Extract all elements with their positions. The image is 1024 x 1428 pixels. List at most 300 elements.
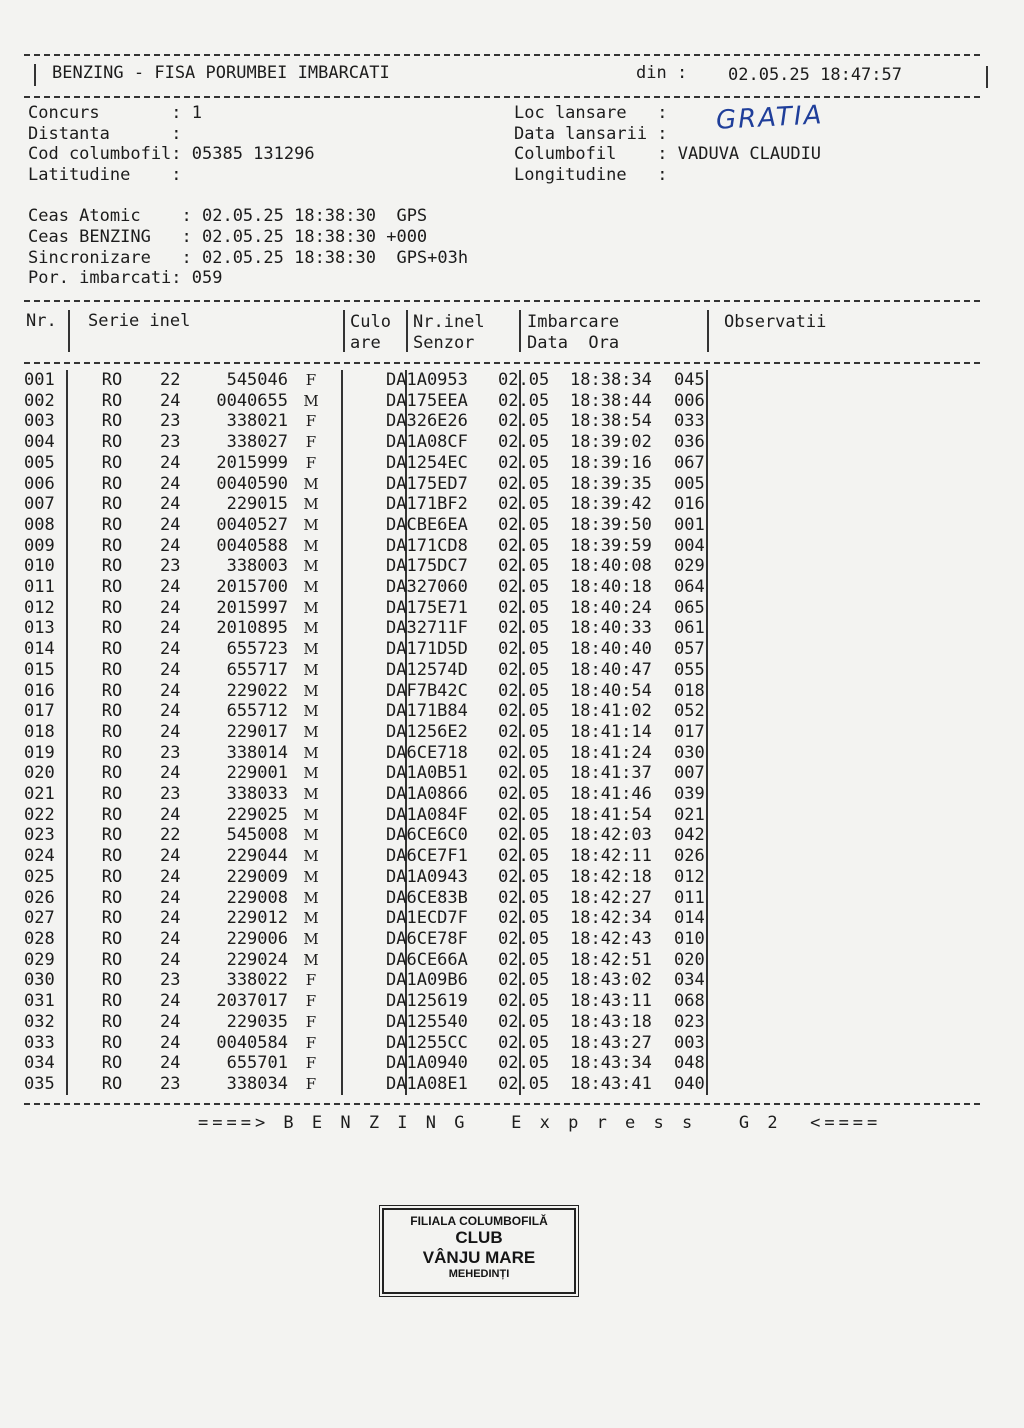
sex: M	[303, 619, 319, 638]
table-row	[24, 1053, 734, 1074]
ring-year: 23	[160, 556, 181, 577]
table-row	[24, 536, 734, 557]
boarding-time: 18:42:34	[570, 908, 652, 929]
ring-number: 545046	[226, 370, 288, 390]
row-nr: 007	[24, 494, 55, 515]
observation: 012	[674, 866, 705, 887]
data-lansarii-line: Data lansarii :	[514, 124, 668, 144]
col-divider	[343, 310, 345, 352]
boarding-time: 18:40:33	[570, 618, 652, 639]
table-row	[24, 494, 734, 515]
ring-year: 24	[160, 473, 181, 494]
ring-year: 24	[160, 846, 181, 867]
ring-year: 24	[160, 514, 181, 535]
ring-year: 24	[160, 928, 181, 949]
sex: M	[303, 785, 319, 804]
sex: F	[305, 433, 317, 452]
ring-number: 229012	[226, 908, 288, 929]
handwritten-loc-lansare: GRATIA	[715, 100, 825, 136]
ring-number: 2037017	[216, 991, 288, 1012]
sensor-id: DA1A0866	[386, 784, 468, 805]
sex: F	[305, 453, 317, 472]
culoare-cell	[326, 432, 386, 453]
sex: M	[303, 722, 319, 741]
sex: M	[303, 764, 319, 783]
table-row	[24, 991, 734, 1012]
sex: M	[303, 867, 319, 886]
ring-country: RO	[101, 866, 123, 887]
row-nr: 004	[24, 432, 55, 453]
ring-number: 338021	[226, 411, 288, 432]
col-culoare-header-1: Culo	[350, 312, 391, 332]
ring-year: 24	[160, 494, 181, 515]
sex: M	[303, 536, 319, 555]
ring-year: 24	[160, 1032, 181, 1053]
boarding-date: 02.05	[498, 742, 550, 763]
ring-number: 229015	[226, 494, 288, 515]
sex: M	[303, 515, 319, 534]
observation: 017	[674, 721, 705, 742]
table-row	[24, 577, 734, 598]
observation: 020	[674, 949, 705, 970]
boarding-date: 02.05	[498, 411, 550, 432]
sensor-id: DAF7B42C	[386, 680, 468, 701]
ring-number: 229001	[226, 763, 288, 784]
sex: F	[305, 1012, 317, 1031]
table-row	[24, 825, 734, 846]
loc-lansare-line: Loc lansare :	[514, 103, 668, 123]
observation: 026	[674, 846, 705, 867]
culoare-cell	[326, 1074, 386, 1095]
table-row	[24, 639, 734, 660]
boarding-time: 18:42:11	[570, 846, 652, 867]
ring-year: 24	[160, 659, 181, 680]
ring-year: 24	[160, 452, 181, 473]
sex: M	[303, 681, 319, 700]
col-imbarcare-header-2: Data Ora	[527, 333, 620, 353]
row-nr: 027	[24, 908, 55, 929]
observation: 039	[674, 784, 705, 805]
stamp-line-3: VÂNJU MARE	[422, 1248, 536, 1267]
col-observatii-header: Observatii	[724, 312, 827, 332]
ring-number: 0040527	[216, 514, 288, 535]
stamp-line-4: MEHEDINȚI	[448, 1268, 510, 1280]
row-nr: 016	[24, 680, 55, 701]
table-bottom-rule	[24, 1103, 980, 1105]
porumbei-imbarcati-line: Por. imbarcati: 059	[28, 268, 223, 288]
ring-year: 24	[160, 1053, 181, 1074]
sex: M	[303, 805, 319, 824]
boarding-date: 02.05	[498, 784, 550, 805]
culoare-cell	[326, 1053, 386, 1074]
culoare-cell	[326, 515, 386, 536]
ring-country: RO	[101, 887, 123, 908]
boarding-time: 18:39:42	[570, 494, 652, 515]
row-nr: 005	[24, 452, 55, 473]
pigeon-table-body	[24, 370, 734, 1095]
ring-country: RO	[101, 473, 123, 494]
boarding-date: 02.05	[498, 1053, 550, 1074]
ring-number: 229025	[226, 804, 288, 825]
boarding-date: 02.05	[498, 866, 550, 887]
row-nr: 013	[24, 618, 55, 639]
boarding-time: 18:43:34	[570, 1053, 652, 1074]
observation: 065	[674, 597, 705, 618]
boarding-date: 02.05	[498, 680, 550, 701]
sex: M	[303, 888, 319, 907]
sex: F	[305, 412, 317, 431]
sensor-id: DA6CE7F1	[386, 846, 468, 867]
columns-top-rule	[24, 300, 980, 302]
ring-year: 24	[160, 390, 181, 411]
ring-year: 22	[160, 370, 181, 390]
table-row	[24, 763, 734, 784]
sex: M	[303, 660, 319, 679]
observation: 004	[674, 535, 705, 556]
ring-number: 655712	[226, 701, 288, 722]
ring-year: 24	[160, 577, 181, 598]
culoare-cell	[326, 908, 386, 929]
culoare-cell	[326, 660, 386, 681]
observation: 048	[674, 1053, 705, 1074]
table-row	[24, 970, 734, 991]
row-nr: 008	[24, 514, 55, 535]
boarding-date: 02.05	[498, 370, 550, 390]
ring-country: RO	[101, 639, 123, 660]
table-row	[24, 867, 734, 888]
ring-year: 24	[160, 763, 181, 784]
ring-country: RO	[101, 949, 123, 970]
sensor-id: DA125540	[386, 1011, 468, 1032]
culoare-cell	[326, 598, 386, 619]
sensor-id: DA1A084F	[386, 804, 468, 825]
table-row	[24, 784, 734, 805]
sensor-id: DA1255CC	[386, 1032, 468, 1053]
table-row	[24, 556, 734, 577]
boarding-time: 18:41:24	[570, 742, 652, 763]
sex: M	[303, 847, 319, 866]
row-nr: 012	[24, 597, 55, 618]
ring-year: 24	[160, 804, 181, 825]
ring-country: RO	[101, 928, 123, 949]
ring-year: 24	[160, 866, 181, 887]
ring-country: RO	[101, 804, 123, 825]
sensor-id: DA171BF2	[386, 494, 468, 515]
col-divider	[406, 310, 408, 352]
sensor-id: DA1A0940	[386, 1053, 468, 1074]
ring-country: RO	[101, 618, 123, 639]
observation: 055	[674, 659, 705, 680]
ring-country: RO	[101, 452, 123, 473]
ring-country: RO	[101, 597, 123, 618]
row-nr: 006	[24, 473, 55, 494]
row-nr: 021	[24, 784, 55, 805]
ring-number: 229006	[226, 928, 288, 949]
observation: 052	[674, 701, 705, 722]
row-nr: 014	[24, 639, 55, 660]
cod-columbofil-line: Cod columbofil: 05385 131296	[28, 144, 315, 164]
observation: 021	[674, 804, 705, 825]
sensor-id: DA12574D	[386, 659, 468, 680]
ceas-benzing-line: Ceas BENZING : 02.05.25 18:38:30 +000	[28, 227, 428, 247]
observation: 001	[674, 514, 705, 535]
sex: F	[305, 992, 317, 1011]
observation: 045	[674, 370, 705, 390]
ring-country: RO	[101, 432, 123, 453]
ring-country: RO	[101, 514, 123, 535]
observation: 064	[674, 577, 705, 598]
boarding-date: 02.05	[498, 908, 550, 929]
row-nr: 032	[24, 1011, 55, 1032]
table-row	[24, 722, 734, 743]
header-top-rule	[24, 54, 980, 56]
row-nr: 034	[24, 1053, 55, 1074]
ring-year: 24	[160, 908, 181, 929]
boarding-time: 18:41:54	[570, 804, 652, 825]
sensor-id: DA175DC7	[386, 556, 468, 577]
boarding-date: 02.05	[498, 721, 550, 742]
row-nr: 023	[24, 825, 55, 846]
boarding-date: 02.05	[498, 556, 550, 577]
ring-year: 23	[160, 784, 181, 805]
sex: M	[303, 640, 319, 659]
ring-year: 23	[160, 432, 181, 453]
observation: 061	[674, 618, 705, 639]
ring-number: 229044	[226, 846, 288, 867]
ring-number: 229035	[226, 1011, 288, 1032]
boarding-date: 02.05	[498, 618, 550, 639]
ring-year: 24	[160, 1011, 181, 1032]
boarding-time: 18:38:54	[570, 411, 652, 432]
ring-year: 24	[160, 991, 181, 1012]
boarding-time: 18:40:40	[570, 639, 652, 660]
sensor-id: DACBE6EA	[386, 514, 468, 535]
footer-brand: ====> B E N Z I N G E x p r e s s G 2 <====	[198, 1113, 882, 1133]
boarding-time: 18:41:14	[570, 721, 652, 742]
col-nrinel-header-2: Senzor	[413, 333, 475, 353]
sensor-id: DA1A08CF	[386, 432, 468, 453]
columns-bottom-rule	[24, 362, 980, 364]
sex: M	[303, 743, 319, 762]
ring-number: 338033	[226, 784, 288, 805]
observation: 040	[674, 1073, 705, 1094]
ring-country: RO	[101, 784, 123, 805]
ring-number: 2015700	[216, 577, 288, 598]
ring-country: RO	[101, 1032, 123, 1053]
boarding-date: 02.05	[498, 825, 550, 846]
boarding-time: 18:39:59	[570, 535, 652, 556]
col-divider	[68, 310, 70, 352]
din-label: din :	[636, 63, 688, 83]
sensor-id: DA1256E2	[386, 721, 468, 742]
table-row	[24, 743, 734, 764]
ring-year: 23	[160, 970, 181, 991]
sensor-id: DA171B84	[386, 701, 468, 722]
row-nr: 022	[24, 804, 55, 825]
ceas-atomic-line: Ceas Atomic : 02.05.25 18:38:30 GPS	[28, 206, 428, 226]
ring-number: 0040584	[216, 1032, 288, 1053]
col-divider	[707, 310, 709, 352]
table-row	[24, 950, 734, 971]
culoare-cell	[326, 784, 386, 805]
boarding-date: 02.05	[498, 1011, 550, 1032]
table-row	[24, 618, 734, 639]
sensor-id: DA6CE66A	[386, 949, 468, 970]
sensor-id: DA175ED7	[386, 473, 468, 494]
sensor-id: DA1A08E1	[386, 1073, 468, 1094]
col-nr-header: Nr.	[26, 311, 57, 331]
ring-year: 24	[160, 949, 181, 970]
sex: M	[303, 474, 319, 493]
ring-country: RO	[101, 680, 123, 701]
boarding-time: 18:40:08	[570, 556, 652, 577]
observation: 042	[674, 825, 705, 846]
sensor-id: DA175EEA	[386, 390, 468, 411]
observation: 003	[674, 1032, 705, 1053]
ring-country: RO	[101, 763, 123, 784]
col-nrinel-header-1: Nr.inel	[413, 312, 485, 332]
table-row	[24, 1074, 734, 1095]
ring-year: 24	[160, 721, 181, 742]
observation: 057	[674, 639, 705, 660]
ring-number: 655701	[226, 1053, 288, 1074]
longitudine-line: Longitudine :	[514, 165, 668, 185]
ring-number: 2015997	[216, 597, 288, 618]
table-row	[24, 908, 734, 929]
boarding-time: 18:43:18	[570, 1011, 652, 1032]
ring-country: RO	[101, 659, 123, 680]
boarding-time: 18:38:44	[570, 390, 652, 411]
boarding-time: 18:42:43	[570, 928, 652, 949]
ring-number: 229024	[226, 949, 288, 970]
table-row	[24, 411, 734, 432]
boarding-date: 02.05	[498, 991, 550, 1012]
sensor-id: DA32711F	[386, 618, 468, 639]
latitudine-line: Latitudine :	[28, 165, 182, 185]
row-nr: 026	[24, 887, 55, 908]
culoare-cell	[326, 1033, 386, 1054]
sensor-id: DA171CD8	[386, 535, 468, 556]
ring-country: RO	[101, 1073, 123, 1094]
boarding-date: 02.05	[498, 887, 550, 908]
row-nr: 009	[24, 535, 55, 556]
culoare-cell	[326, 991, 386, 1012]
row-nr: 029	[24, 949, 55, 970]
sensor-id: DA326E26	[386, 411, 468, 432]
culoare-cell	[326, 950, 386, 971]
boarding-time: 18:39:50	[570, 514, 652, 535]
row-nr: 025	[24, 866, 55, 887]
table-row	[24, 888, 734, 909]
culoare-cell	[326, 556, 386, 577]
culoare-cell	[326, 805, 386, 826]
boarding-date: 02.05	[498, 639, 550, 660]
boarding-date: 02.05	[498, 1032, 550, 1053]
boarding-date: 02.05	[498, 928, 550, 949]
observation: 029	[674, 556, 705, 577]
culoare-cell	[326, 639, 386, 660]
boarding-date: 02.05	[498, 535, 550, 556]
ring-number: 0040655	[216, 390, 288, 411]
ring-country: RO	[101, 701, 123, 722]
sensor-id: DA6CE6C0	[386, 825, 468, 846]
culoare-cell	[326, 370, 386, 391]
ring-country: RO	[101, 742, 123, 763]
boarding-date: 02.05	[498, 390, 550, 411]
boarding-time: 18:40:47	[570, 659, 652, 680]
boarding-time: 18:40:54	[570, 680, 652, 701]
table-row	[24, 929, 734, 950]
ring-country: RO	[101, 577, 123, 598]
ring-country: RO	[101, 370, 123, 390]
boarding-date: 02.05	[498, 701, 550, 722]
culoare-cell	[326, 867, 386, 888]
row-nr: 035	[24, 1073, 55, 1094]
ring-number: 2015999	[216, 452, 288, 473]
row-nr: 024	[24, 846, 55, 867]
observation: 016	[674, 494, 705, 515]
culoare-cell	[326, 618, 386, 639]
table-row	[24, 474, 734, 495]
ring-number: 229009	[226, 866, 288, 887]
boarding-time: 18:41:46	[570, 784, 652, 805]
observation: 018	[674, 680, 705, 701]
boarding-time: 18:39:02	[570, 432, 652, 453]
table-row	[24, 391, 734, 412]
stamp-line-1: FILIALA COLUMBOFILĂ	[410, 1214, 548, 1228]
sensor-id: DA6CE83B	[386, 887, 468, 908]
ring-year: 24	[160, 680, 181, 701]
ring-number: 545008	[226, 825, 288, 846]
ring-number: 229008	[226, 887, 288, 908]
observation: 023	[674, 1011, 705, 1032]
ring-country: RO	[101, 991, 123, 1012]
row-nr: 002	[24, 390, 55, 411]
row-nr: 011	[24, 577, 55, 598]
ring-country: RO	[101, 721, 123, 742]
table-row	[24, 805, 734, 826]
ring-year: 24	[160, 597, 181, 618]
ring-country: RO	[101, 390, 123, 411]
sex: M	[303, 702, 319, 721]
sensor-id: DA1A09B6	[386, 970, 468, 991]
culoare-cell	[326, 929, 386, 950]
ring-number: 655723	[226, 639, 288, 660]
table-row	[24, 1012, 734, 1033]
stamp-line-2: CLUB	[455, 1228, 503, 1247]
boarding-time: 18:42:27	[570, 887, 652, 908]
ring-number: 338034	[226, 1073, 288, 1094]
boarding-time: 18:41:37	[570, 763, 652, 784]
boarding-time: 18:43:41	[570, 1073, 652, 1094]
culoare-cell	[326, 577, 386, 598]
sensor-id: DA1ECD7F	[386, 908, 468, 929]
table-row	[24, 660, 734, 681]
observation: 036	[674, 432, 705, 453]
sex: F	[305, 1074, 317, 1093]
boarding-date: 02.05	[498, 846, 550, 867]
ring-year: 22	[160, 825, 181, 846]
observation: 034	[674, 970, 705, 991]
sensor-id: DA1254EC	[386, 452, 468, 473]
ring-country: RO	[101, 1053, 123, 1074]
table-row	[24, 1033, 734, 1054]
boarding-date: 02.05	[498, 763, 550, 784]
sex: M	[303, 909, 319, 928]
table-row	[24, 453, 734, 474]
culoare-cell	[326, 701, 386, 722]
table-row	[24, 846, 734, 867]
